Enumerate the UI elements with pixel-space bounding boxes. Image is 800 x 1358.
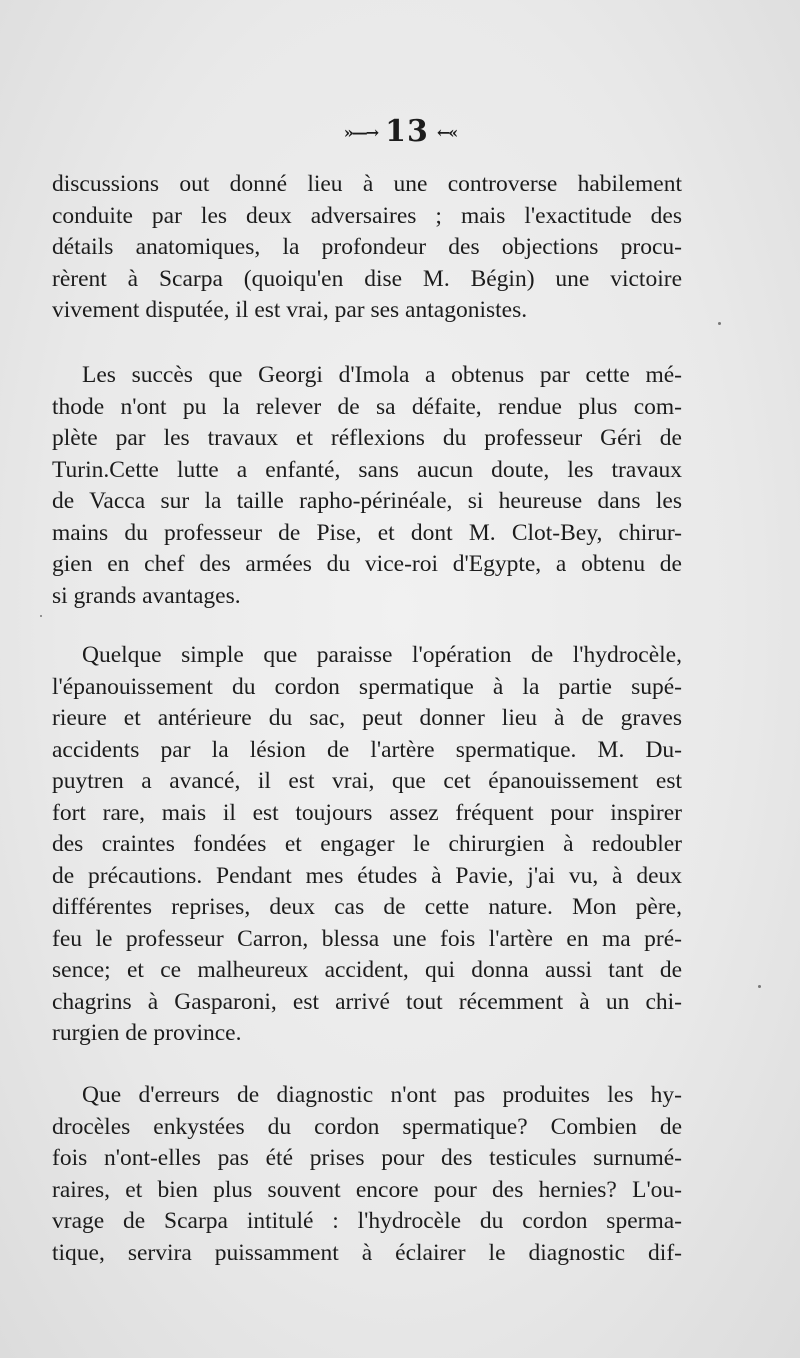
text-line: de Vacca sur la taille rapho-périnéale, si heureuse dans les: [52, 488, 682, 514]
paragraph-4: [52, 1080, 682, 1269]
text-line: plète par les travaux et réflexions du professeur Géri de: [52, 425, 682, 451]
text-line: vivement disputée, il est vrai, par ses antagonistes.: [52, 297, 528, 323]
text-line: Quelque simple que paraisse l'opération de l'hydrocèle,: [82, 642, 682, 668]
page-header: [0, 112, 800, 153]
text-line: différentes reprises, deux cas de cette nature. Mon père,: [52, 894, 682, 920]
text-line: vrage de Scarpa intitulé : l'hydrocèle du cordon sperma-: [52, 1208, 682, 1234]
text-line: détails anatomiques, la profondeur des objections procu-: [52, 234, 682, 260]
text-line: Turin.Cette lutte a enfanté, sans aucun doute, les travaux: [52, 456, 682, 483]
paragraph-1: [52, 169, 682, 327]
text-line: rurgien de province.: [52, 1020, 242, 1046]
ornament-right: ←«: [436, 123, 457, 142]
text-line: rieure et antérieure du sac, peut donner lieu à de graves: [52, 705, 682, 731]
text-line: puytren a avancé, il est vrai, que cet épanouissement est: [52, 768, 682, 794]
text-line: raires, et bien plus souvent encore pour des hernies? L'ou-: [52, 1176, 682, 1203]
text-line: gien en chef des armées du vice-roi d'Egypte, a obtenu de: [52, 551, 682, 577]
text-line: fort rare, mais il est toujours assez fréquent pour inspirer: [52, 799, 682, 826]
text-line: des craintes fondées et engager le chirurgien à redoubler: [52, 831, 682, 857]
text-line: feu le professeur Carron, blessa une fois l'artère en ma pré-: [52, 925, 682, 952]
paper-speck: [758, 985, 761, 988]
text-line: l'épanouissement du cordon spermatique à la partie supé-: [52, 673, 682, 700]
text-line: Les succès que Georgi d'Imola a obtenus par cette mé-: [82, 362, 682, 388]
paper-speck: [718, 322, 721, 325]
text-line: drocèles enkystées du cordon spermatique? Combien de: [52, 1113, 682, 1140]
text-line: Que d'erreurs de diagnostic n'ont pas produites les hy-: [82, 1082, 682, 1108]
text-line: thode n'ont pu la relever de sa défaite, rendue plus com-: [52, 393, 682, 420]
paragraph-3: [52, 640, 682, 1050]
text-line: conduite par les deux adversaires ; mais l'exactitude des: [52, 202, 682, 229]
text-line: chagrins à Gasparoni, est arrivé tout récemment à un chi-: [52, 988, 682, 1015]
text-line: rèrent à Scarpa (quoiqu'en dise M. Bégin) une victoire: [52, 265, 682, 292]
text-line: discussions out donné lieu à une controverse habilement: [52, 171, 682, 197]
text-line: mains du professeur de Pise, et dont M. Clot-Bey, chirur-: [52, 519, 682, 546]
ornament-left: »—→: [343, 123, 378, 142]
paper-speck: [40, 615, 42, 617]
paragraph-2: [52, 360, 682, 612]
text-line: si grands avantages.: [52, 582, 241, 609]
text-line: tique, servira puissamment à éclairer le diagnostic dif-: [52, 1239, 682, 1266]
text-line: fois n'ont-elles pas été prises pour des testicules surnumé-: [52, 1145, 682, 1171]
text-line: de précautions. Pendant mes études à Pavie, j'ai vu, à deux: [52, 862, 682, 889]
text-line: sence; et ce malheureux accident, qui donna aussi tant de: [52, 957, 682, 983]
text-line: accidents par la lésion de l'artère spermatique. M. Du-: [52, 736, 682, 763]
page-number: 13: [385, 114, 429, 149]
